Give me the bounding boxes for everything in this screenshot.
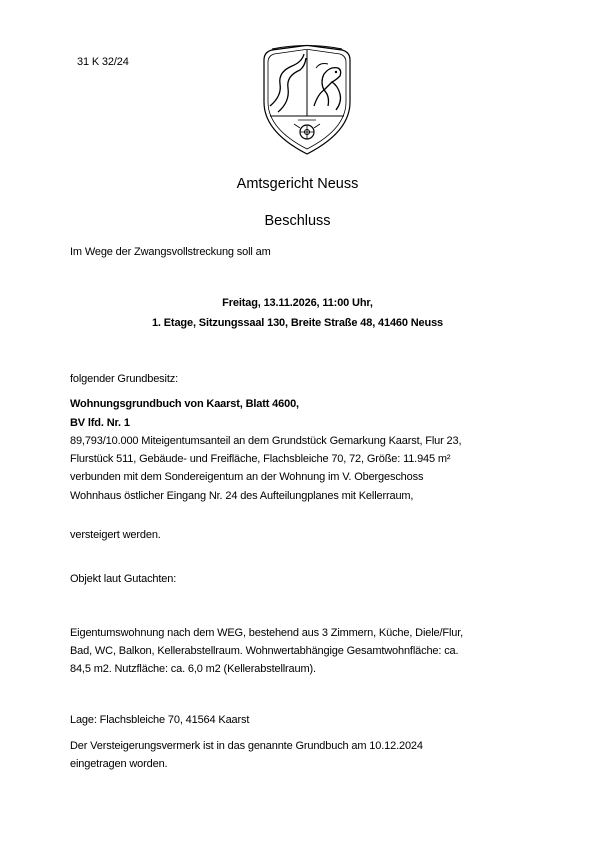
description-line: verbunden mit dem Sondereigentum an der Wohnung im V. Obergeschoss xyxy=(70,471,424,483)
registration-line: eingetragen worden. xyxy=(70,758,168,770)
intro-text: Im Wege der Zwangsvollstreckung soll am xyxy=(70,246,271,258)
document-title: Beschluss xyxy=(264,213,331,229)
auction-date: Freitag, 13.11.2026, 11:00 Uhr, xyxy=(222,297,373,309)
description-line: 89,793/10.000 Miteigentumsanteil an dem Grundstück Gemarkung Kaarst, Flur 23, xyxy=(70,435,462,447)
auction-location: 1. Etage, Sitzungssaal 130, Breite Straße 48, 41460 Neuss xyxy=(151,317,444,329)
appraisal-heading: Objekt laut Gutachten: xyxy=(70,573,177,585)
location-text: Lage: Flachsbleiche 70, 41564 Kaarst xyxy=(70,714,250,726)
bv-line: BV lfd. Nr. 1 xyxy=(70,417,130,429)
appraisal-line: 84,5 m2. Nutzfläche: ca. 6,0 m2 (Kellerabstellraum). xyxy=(70,663,316,675)
appraisal-line: Bad, WC, Balkon, Kellerabstellraum. Wohnwertabhängige Gesamtwohnfläche: ca. xyxy=(70,645,459,657)
auction-text: versteigert werden. xyxy=(70,529,161,541)
case-number: 31 K 32/24 xyxy=(77,56,129,68)
property-heading: folgender Grundbesitz: xyxy=(70,373,178,385)
court-name: Amtsgericht Neuss xyxy=(236,176,359,192)
appraisal-line: Eigentumswohnung nach dem WEG, bestehend aus 3 Zimmern, Küche, Diele/Flur, xyxy=(70,627,464,639)
registration-line: Der Versteigerungsvermerk ist in das genannte Grundbuch am 10.12.2024 xyxy=(70,740,423,752)
description-line: Flurstück 511, Gebäude- und Freifläche, Flachsbleiche 70, 72, Größe: 11.945 m² xyxy=(70,453,451,465)
nrw-coat-of-arms-icon xyxy=(258,44,356,156)
register-line: Wohnungsgrundbuch von Kaarst, Blatt 4600, xyxy=(70,398,299,410)
description-line: Wohnhaus östlicher Eingang Nr. 24 des Aufteilungplanes mit Kellerraum, xyxy=(70,490,414,502)
